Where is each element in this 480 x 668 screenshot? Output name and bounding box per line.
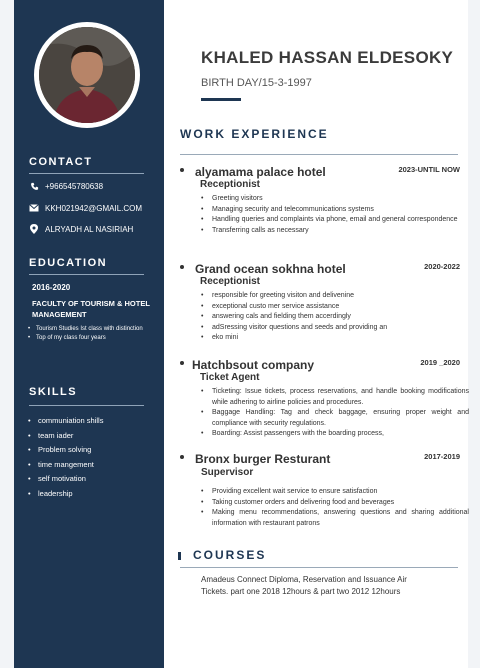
job-role: Receptionist [200,179,261,190]
contact-location [28,224,133,234]
job-duties [201,387,469,440]
contact-divider [29,173,144,174]
skill-item: • team iader [28,431,103,446]
job-years: 2017-2019 [424,452,460,461]
job-duty: • Taking customer orders and delivering food and beverages [201,498,469,509]
skills-list [28,416,103,503]
job-company: Bronx burger Resturant [195,452,331,466]
courses-marker [178,552,181,560]
education-years: 2016-2020 [32,283,71,292]
location-icon [28,224,40,234]
job-duties [201,487,469,529]
job-duty: • Transferring calls as necessary [201,226,469,237]
education-degree: FACULTY OF TOURISM & HOTEL MANAGEMENT [32,299,150,319]
job-duty: • answering cals and fielding them accerdingly [201,312,469,323]
job-duty: • Baggage Handling: Tag and check baggage, ensuring proper weight and compliance with security regulations. [201,408,469,429]
job-duties [201,291,469,344]
job-duty: • Greeting visitors [201,194,469,205]
education-notes [28,325,158,343]
job-duty: • Managing security and telecommunications systems [201,205,469,216]
job-duty: • responsible for greeting visiton and delivenine [201,291,469,302]
job-company: Hatchbsout company [192,358,315,372]
skill-item: • leadership [28,489,103,504]
job-years: 2020-2022 [424,262,460,271]
work-experience-title: WORK EXPERIENCE [180,127,329,141]
job-years: 2023-UNTIL NOW [398,165,460,174]
contact-location-text: ALRYADH AL NASIRIAH [45,224,134,234]
skill-item: • time mangement [28,460,103,475]
job-role: Ticket Agent [200,372,260,383]
name-underline [201,98,241,101]
bullet-icon [180,361,184,365]
page-margin-left [0,0,14,668]
education-note: • Tourism Studies Ist class with distinction [28,325,158,334]
contact-phone-text: +966545780638 [45,181,104,191]
email-icon [28,203,40,213]
contact-phone [28,181,103,191]
job-duty: • adSressing visitor questions and seeds and providing an [201,323,469,334]
main-content [164,0,468,668]
skills-divider [29,405,144,406]
job-duty: • Providing excellent wait service to ensure satisfaction [201,487,469,498]
job-company: alyamama palace hotel [195,165,326,179]
full-name: KHALED HASSAN ELDESOKY [201,48,454,67]
job-role: Receptionist [200,276,261,287]
education-note: • Top of my class four years [28,334,158,343]
job-duty: • exceptional custo mer service assistance [201,302,469,313]
profile-photo [34,22,140,128]
job-duty: • Handling queries and complaints via phone, email and general correspondence [201,215,469,226]
work-experience-divider [180,154,458,155]
job-duty: • Ticketing: Issue tickets, process reservations, and handle booking modifications while adhering to airline policies and procedures. [201,387,469,408]
job-duty: • eko mini [201,333,469,344]
job-role: Supervisor [201,467,254,478]
job-duty: • Boarding: Assist passengers with the boarding process, [201,429,469,440]
contact-email [28,203,142,213]
phone-icon [28,181,40,191]
page-margin-right [468,0,480,668]
education-title: EDUCATION [29,257,108,269]
bullet-icon [180,455,184,459]
courses-title: COURSES [193,548,267,562]
skill-item: • self motivation [28,474,103,489]
birth-day: BIRTH DAY/15-3-1997 [201,77,312,89]
job-company: Grand ocean sokhna hotel [195,262,346,276]
job-duty: • Making menu recommendations, answering questions and sharing additional information with restaurant patrons [201,508,469,529]
contact-email-text: KKH021942@GMAIL.COM [45,203,143,213]
job-duties [201,194,469,236]
education-divider [29,274,144,275]
courses-text: Amadeus Connect Diploma, Reservation and Issuance Air Tickets. part one 2018 12hours & part two 2012 12hours [201,575,407,596]
job-years: 2019 _2020 [420,358,460,367]
bullet-icon [180,265,184,269]
contact-title: CONTACT [29,156,93,168]
bullet-icon [180,168,184,172]
sidebar [14,0,164,668]
skill-item: • communiation shills [28,416,103,431]
skill-item: • Problem solving [28,445,103,460]
courses-divider [180,567,458,568]
skills-title: SKILLS [29,386,78,398]
